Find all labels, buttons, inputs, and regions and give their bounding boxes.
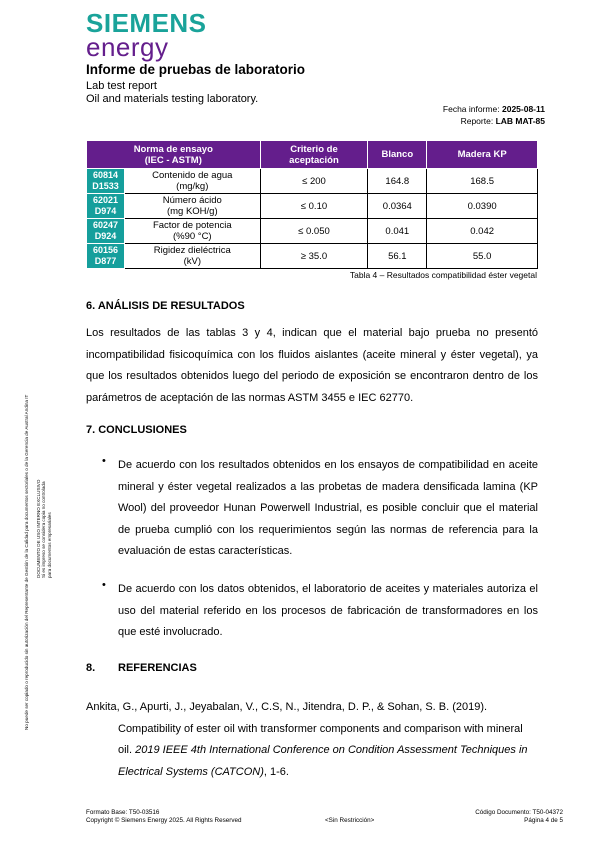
- header-norma-text: Norma de ensayo (IEC - ASTM): [133, 143, 213, 166]
- iec-code: 60156: [92, 245, 118, 255]
- test-name: Rigidez dieléctrica: [153, 245, 231, 256]
- blanco-cell: 0.0364: [368, 194, 427, 219]
- section-7-heading: 7. CONCLUSIONES: [86, 424, 187, 436]
- header-madera: Madera KP: [427, 141, 538, 169]
- side-note-line-4: para documentos empresariales: [46, 512, 52, 578]
- madera-cell: 55.0: [427, 244, 538, 269]
- bullet-icon: •: [102, 455, 106, 467]
- header-blanco: Blanco: [368, 141, 427, 169]
- header-criterio: [260, 141, 368, 169]
- reference-title: Compatibility of ester oil with transformer components and comparison with mineral oil.: [118, 722, 523, 756]
- table-caption: Tabla 4 – Resultados compatibilidad éster vegetal: [349, 270, 537, 280]
- astm-code: D877: [94, 256, 117, 266]
- section-6-paragraph: Los resultados de las tablas 3 y 4, indican que el material bajo prueba no presentó incompatibilidad fisicoquímica con los fluidos aislantes (aceite mineral y éster vegetal), ya que los resultados obtenidos luego del periodo de exposición se encontraron dentro de los parámetros de aceptación de las normas ASTM 3455 e IEC 62770.: [86, 327, 538, 404]
- madera-cell: 0.042: [427, 219, 538, 244]
- footer-format: Formato Base: T50-03516: [86, 809, 160, 816]
- side-legal-note: [24, 280, 29, 730]
- iec-code: 60814: [92, 170, 118, 180]
- criterio-cell: ≤ 200: [260, 169, 368, 194]
- astm-code: D924: [94, 231, 117, 241]
- norma-code-cell: [87, 219, 125, 244]
- report-title: Informe de pruebas de laboratorio: [86, 62, 306, 77]
- footer-page-number: Página 4 de 5: [524, 817, 563, 824]
- report-code-value: LAB MAT-85: [495, 116, 545, 126]
- conclusion-2: De acuerdo con los datos obtenidos, el laboratorio de aceites y materiales autoriza el uso del material referido en los procesos de fabricación de transformadores en los que esté involucrado.: [118, 583, 538, 638]
- test-unit: (mg KOH/g): [166, 206, 218, 217]
- norma-code-cell: [87, 194, 125, 219]
- blanco-cell: 56.1: [368, 244, 427, 269]
- section-8-heading: REFERENCIAS: [118, 662, 197, 674]
- test-name: Factor de potencia: [152, 220, 232, 231]
- report-date-label: Fecha informe:: [442, 104, 500, 114]
- test-name-cell: [124, 169, 260, 194]
- table-row: [87, 194, 538, 219]
- report-date: [443, 104, 545, 114]
- logo-line-1: SIEMENS: [86, 8, 207, 38]
- side-note-line-2: DOCUMENTO DE USO INTERNO EXCLUSIVO: [36, 479, 41, 578]
- reference-entry: [86, 697, 538, 783]
- iec-code: 60247: [92, 220, 118, 230]
- header-criterio-text: Criterio de aceptación: [289, 143, 339, 166]
- test-name: Número ácido: [162, 195, 222, 206]
- section-8-number: 8.: [86, 662, 96, 674]
- blanco-cell: 164.8: [368, 169, 427, 194]
- reference-body: [86, 719, 538, 784]
- header-norma: [87, 141, 261, 169]
- bullet-icon: •: [102, 579, 106, 591]
- table-row: [87, 244, 538, 269]
- astm-code: D1533: [92, 181, 119, 191]
- test-name-cell: [124, 244, 260, 269]
- criterio-cell: ≥ 35.0: [260, 244, 368, 269]
- table-row: [87, 169, 538, 194]
- report-date-value: 2025-08-11: [501, 104, 545, 114]
- side-note-line-3: Si es impreso se considera copia no controlada: [41, 481, 47, 578]
- footer-copyright: Copyright © Siemens Energy 2025. All Rights Reserved: [86, 817, 242, 824]
- siemens-energy-logo: [86, 10, 207, 60]
- footer-document-code: Código Documento: T50-04372: [475, 809, 563, 816]
- reference-venue: 2019 IEEE 4th International Conference on Condition Assessment Techniques in Electrical Systems (CATCON): [118, 744, 528, 778]
- test-name-cell: [124, 219, 260, 244]
- side-note-line-1: No puede ser copiado o reproducido sin autorización del Representante de Gestión de la Calidad para documentos sectoriales o de la Gerencia de Austral Andina IT: [24, 394, 29, 730]
- report-code-label: Reporte:: [460, 116, 494, 126]
- norma-code-cell: [87, 244, 125, 269]
- side-internal-note: [36, 278, 52, 578]
- report-subtitle-2: Oil and materials testing laboratory.: [86, 93, 259, 105]
- section-6-heading: 6. ANÁLISIS DE RESULTADOS: [86, 300, 245, 312]
- table-row: [87, 219, 538, 244]
- results-table: [86, 140, 538, 269]
- iec-code: 62021: [92, 195, 118, 205]
- madera-cell: 0.0390: [427, 194, 538, 219]
- test-unit: (mg/kg): [176, 181, 209, 192]
- norma-code-cell: [87, 169, 125, 194]
- report-subtitle-1: Lab test report: [86, 80, 157, 92]
- madera-cell: 168.5: [427, 169, 538, 194]
- test-unit: (%90 °C): [172, 231, 212, 242]
- astm-code: D974: [94, 206, 117, 216]
- conclusion-1: De acuerdo con los resultados obtenidos en los ensayos de compatibilidad en aceite mineral y éster vegetal realizados a las probetas de madera densificada lamina (KP Wool) del proveedor Hunan Powerwell Industrial, es posible concluir que el material de prueba cumplió con los requerimientos según las normas de referencia para la evaluación de estas características.: [118, 459, 538, 557]
- criterio-cell: ≤ 0.10: [260, 194, 368, 219]
- footer-restriction: <Sin Restricción>: [325, 817, 375, 824]
- test-unit: (kV): [183, 256, 201, 267]
- blanco-cell: 0.041: [368, 219, 427, 244]
- reference-pages: , 1-6.: [263, 765, 289, 778]
- report-code: [461, 116, 545, 126]
- logo-line-2: energy: [86, 32, 169, 62]
- test-name: Contenido de agua: [152, 170, 233, 181]
- reference-authors: Ankita, G., Apurti, J., Jeyabalan, V., C.S, N., Jitendra, D. P., & Sohan, S. B. (2019).: [86, 701, 488, 713]
- test-name-cell: [124, 194, 260, 219]
- criterio-cell: ≤ 0.050: [260, 219, 368, 244]
